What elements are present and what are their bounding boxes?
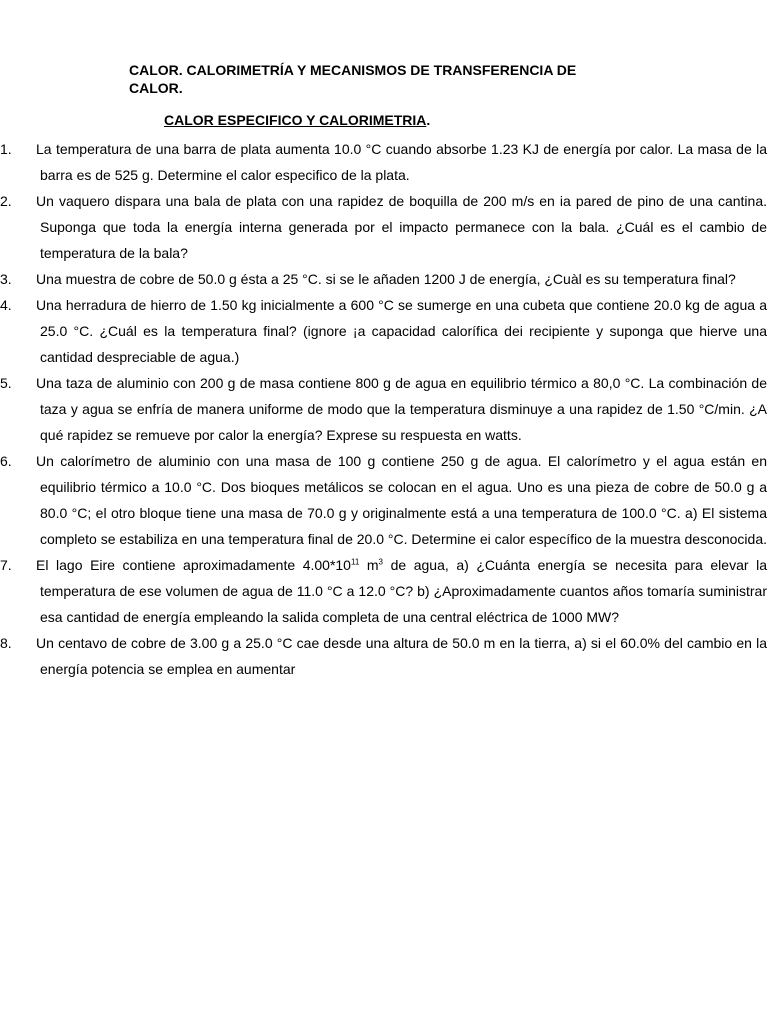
problem-number: 7. <box>0 557 12 573</box>
problem-text: La temperatura de una barra de plata aumenta 10.0 °C cuando absorbe 1.23 KJ de energía por calor. La masa de la barra es de 525 g. Determine el calor especifico de la plata. <box>36 141 767 183</box>
problem-text-part: m <box>359 557 379 573</box>
problem-text-part: de agua, a) ¿Cuánta energía se necesita para elevar la temperatura de ese volumen de agua de 11.0 °C a 12.0 °C? b) ¿Aproximadamente cuantos años tomaría suministrar esa cantidad de energía empleando la salida completa de una central eléctrica de 1000 MW? <box>40 557 768 625</box>
problem-text: Una taza de aluminio con 200 g de masa contiene 800 g de agua en equilibrio térmico a 80,0 °C. La combinación de taza y agua se enfría de manera uniforme de modo que la temperatura disminuye a una rapidez de 1.50 °C/min. ¿A qué rapidez se remueve por calor la energía? Exprese su respuesta en watts. <box>36 375 767 443</box>
exponent: 3 <box>378 557 383 567</box>
problem-number: 2. <box>0 193 12 209</box>
problem-number: 8. <box>0 635 12 651</box>
problem-item-1 <box>0 136 768 188</box>
problem-item-8 <box>0 630 768 682</box>
problem-item-5 <box>0 370 768 448</box>
problem-text: Una herradura de hierro de 1.50 kg inicialmente a 600 °C se sumerge en una cubeta que contiene 20.0 kg de agua a 25.0 °C. ¿Cuál es la temperatura final? (ignore ¡a capacidad calorífica dei recipiente y suponga que hierve una cantidad despreciable de agua.) <box>36 297 767 365</box>
problem-item-4 <box>0 292 768 370</box>
problem-text: Una muestra de cobre de 50.0 g ésta a 25 °C. si se le añaden 1200 J de energía, ¿Cuàl es su temperatura final? <box>36 271 736 287</box>
problem-number: 1. <box>0 141 12 157</box>
problem-item-7 <box>0 552 768 630</box>
section-subtitle <box>164 111 430 129</box>
exponent: 11 <box>350 557 360 567</box>
problem-list <box>0 136 768 682</box>
problem-number: 3. <box>0 271 12 287</box>
problem-item-6 <box>0 448 768 552</box>
problem-text: Un centavo de cobre de 3.00 g a 25.0 °C cae desde una altura de 50.0 m en la tierra, a) si el 60.0% del cambio en la energía potencia se emplea en aumentar <box>36 635 767 677</box>
problem-text-part: El lago Eire contiene aproximadamente 4.00*10 <box>36 557 351 573</box>
problem-text <box>36 552 768 630</box>
section-subtitle-period: . <box>426 112 431 128</box>
problem-text: Un vaquero dispara una bala de plata con una rapidez de boquilla de 200 m/s en ia pared de pino de una cantina. Suponga que toda la energía interna generada por el impacto permanece con la bala. ¿Cuál es el cambio de temperatura de la bala? <box>36 193 767 261</box>
problem-item-3 <box>0 266 768 292</box>
problem-text: Un calorímetro de aluminio con una masa de 100 g contiene 250 g de agua. El calorímetro y el agua están en equilibrio térmico a 10.0 °C. Dos bioques metálicos se colocan en el agua. Uno es una pieza de cobre de 50.0 g a 80.0 °C; el otro bloque tiene una masa de 70.0 g y originalmente está a una temperatura de 100.0 °C. a) El sistema completo se estabiliza en una temperatura final de 20.0 °C. Determine ei calor específico de la muestra desconocida. <box>36 453 767 547</box>
document-title: CALOR. CALORIMETRÍA Y MECANISMOS DE TRANSFERENCIA DE CALOR. <box>129 62 577 96</box>
problem-item-2 <box>0 188 768 266</box>
problem-number: 5. <box>0 375 12 391</box>
problem-number: 4. <box>0 297 12 313</box>
section-subtitle-text: CALOR ESPECIFICO Y CALORIMETRIA <box>164 112 427 128</box>
problem-number: 6. <box>0 453 12 469</box>
